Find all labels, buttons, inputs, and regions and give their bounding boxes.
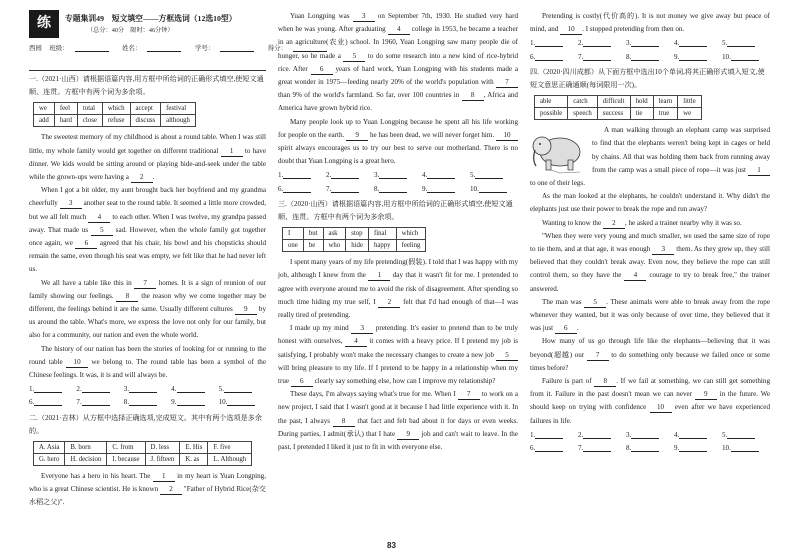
word-box-cell: total: [77, 103, 102, 115]
word-box-cell: we: [678, 108, 701, 120]
passage-paragraph: How many of us go through life like the elephants—believing that it was beyond(超越) our 7 to do something only because we failed once or some times before?: [530, 337, 770, 372]
passage-paragraph: When I got a bit older, my aunt brought back her boyfriend and my grandma cheerfully 3 another seat to the round table. It seemed a little more crowded, but we all felt much 4 to each other. When I was twelve, my grandpa passed away. That made us 5 sad. However, when the whole family got together once again, we 6 agreed that his chair, his bowl and his chopsticks should remain the same, even though his seat was empty, we felt like that he had never left us.: [29, 186, 266, 274]
word-box-cell: discuss: [130, 115, 161, 127]
answer-slot[interactable]: 8.: [626, 442, 674, 455]
answer-blank[interactable]: 10: [66, 358, 88, 368]
answer-blank[interactable]: 2: [160, 485, 182, 495]
answer-slot[interactable]: 4.: [171, 383, 218, 396]
word-box-cell: who: [323, 240, 346, 252]
word-box-cell: I. because: [107, 454, 145, 466]
answer-blank[interactable]: 5: [91, 226, 113, 236]
answer-slot[interactable]: 7.: [578, 442, 626, 455]
answer-slot[interactable]: 10.: [470, 183, 518, 196]
answer-slot[interactable]: 6.: [278, 183, 326, 196]
answer-slot[interactable]: 3.: [626, 37, 674, 50]
answer-slot[interactable]: 3.: [374, 169, 422, 182]
word-box-cell: E. His: [180, 442, 208, 454]
word-box-cell: tie: [630, 108, 653, 120]
answer-blank[interactable]: 10: [650, 403, 672, 413]
section4-answers[interactable]: [530, 429, 770, 455]
word-box-cell: J. fifteen: [145, 454, 180, 466]
passage-paragraph: We all have a table like this in 7 homes. It is a sign of reunion of our family showing our feelings. 8 the reason why we come together may be different, the feelings behind it are the same. Usually different cultures 9 by us around the table. What's more, we express the love not only for our family, but also for a community, our nation and even the whole world.: [29, 278, 266, 340]
answer-blank[interactable]: 10: [560, 25, 582, 35]
word-box-cell: possible: [535, 108, 568, 120]
answer-blank[interactable]: 5: [584, 298, 606, 308]
answer-blank[interactable]: 8: [594, 377, 616, 387]
answer-slot[interactable]: 3.: [626, 429, 674, 442]
answer-slot[interactable]: 7.: [76, 396, 123, 409]
logo: 练: [29, 10, 59, 38]
answer-blank[interactable]: 4: [388, 25, 410, 35]
word-box-cell: A. Asia: [34, 442, 65, 454]
passage-paragraph: "When they were very young and much smaller, we used the same size of rope to tie them, and at that age, it was enough 3 them. As they grew up, they still believed that they couldn't break away. Even now, they believe the rope can still control them, so they have the 4 courage to try to break free," the trainer answered.: [530, 231, 770, 293]
answer-slot[interactable]: 7.: [578, 51, 626, 64]
answer-slot[interactable]: 2.: [76, 383, 123, 396]
answer-blank[interactable]: 6: [555, 324, 577, 334]
word-box-cell: happy: [368, 240, 396, 252]
answer-blank[interactable]: 8: [116, 292, 138, 302]
answer-blank[interactable]: 2: [378, 298, 400, 308]
word-box-cell: ask: [323, 228, 346, 240]
word-box-cell: difficult: [597, 96, 630, 108]
answer-slot[interactable]: 6.: [530, 442, 578, 455]
word-box-cell: able: [535, 96, 568, 108]
class-label: 班级：: [49, 45, 114, 52]
answer-slot[interactable]: 1.: [29, 383, 76, 396]
section3-heading: 三.（2020·山西）请根据语篇内容,用方框中所给词的正确形式填空,使短文通顺、连贯。方框中有两个词为多余项。: [278, 199, 513, 222]
page-header: [29, 10, 287, 71]
passage-paragraph: I spent many years of my life pretending(假装). I told that I was happy with my job, although I knew from the 1 day that it wasn't fit for me. I pretended to agree with everyone around me to avoid the risk of disagreement. After spending so much time hiding my true self, I 2 felt that I'd had enough of that—I was really tired of pretending.: [278, 258, 519, 320]
column-left: [29, 10, 287, 510]
section1-word-box: [33, 102, 196, 127]
answer-blank[interactable]: 4: [345, 337, 367, 347]
page-subtitle: （总分：40分 限时：46分钟）: [87, 27, 174, 34]
section3-answers[interactable]: [530, 37, 770, 63]
word-box-cell: be: [303, 240, 323, 252]
word-box-cell: stop: [346, 228, 369, 240]
answer-blank[interactable]: 6: [291, 377, 313, 387]
passage-paragraph: Yuan Longping was 3 on September 7th, 1930. He studied very hard when he was young. After graduating 4 college in 1953, he became a teacher in an agriculture(农业) school. In 1960, Yuan Longping saw many people die of hunger, so he made a 5 to do some research into a new kind of rice-hybrid rice. After 6 years of hard work, Yuan Longping with his students made a great wonder in 1975—feeding nearly 20% of the world's population with 7 than 9% of the world's farmland. So far, over 100 countries in 8 , Africa and America have grown hybrid rice.: [278, 12, 518, 113]
word-box-cell: success: [597, 108, 630, 120]
word-box-cell: accept: [130, 103, 161, 115]
word-box-cell: feeling: [396, 240, 426, 252]
answer-blank[interactable]: 9: [397, 430, 419, 440]
answer-slot[interactable]: 6.: [29, 396, 76, 409]
passage-paragraph: Many people look up to Yuan Longping because he spent all his life working for people on the earth. 9 he has been dead, we will never forget him. 10 spirit always encourages us to try our best to serve our motherland. There is no doubt that Yuan Longping is a great hero.: [278, 117, 518, 166]
section1-heading: 一.（2021·山西）请根据语篇内容,用方框中所给词的正确形式填空,使短文通顺、连贯。方框中有两个词为多余项。: [29, 75, 264, 97]
answer-blank[interactable]: 1: [368, 271, 390, 281]
word-box-cell: catch: [568, 96, 598, 108]
word-box-cell: we: [34, 103, 55, 115]
score-label: 得分：: [268, 45, 333, 52]
section2-passage-cont: [278, 10, 518, 168]
word-box-cell: K. as: [180, 454, 208, 466]
answer-slot[interactable]: 6.: [530, 51, 578, 64]
word-box-cell: festival: [161, 103, 196, 115]
word-box-cell: H. decision: [65, 454, 107, 466]
word-box-cell: one: [283, 240, 304, 252]
passage-paragraph: The history of our nation has been the stories of looking for or running to the round table 10 we belong to. The round table has been a symbol of the Chinese feelings. It was, it is and will always be.: [29, 344, 266, 380]
word-box-cell: true: [653, 108, 678, 120]
passage-paragraph: The man was 5 . These animals were able to break away from the rope whenever they wanted, but it was only because of over time, they believed that it was just 6 .: [530, 297, 770, 333]
column-middle: [278, 10, 518, 454]
answer-blank[interactable]: 9: [346, 131, 368, 141]
answer-slot[interactable]: 8.: [124, 396, 171, 409]
answer-slot[interactable]: 9.: [171, 396, 218, 409]
answer-blank[interactable]: 1: [153, 472, 175, 482]
answer-blank[interactable]: 9: [695, 390, 717, 400]
answer-slot[interactable]: 10.: [722, 442, 770, 455]
word-box-cell: G. hero: [34, 454, 65, 466]
answer-slot[interactable]: 9.: [674, 442, 722, 455]
answer-slot[interactable]: 3.: [124, 383, 171, 396]
answer-blank[interactable]: 2: [131, 173, 153, 183]
answer-blank[interactable]: 2: [603, 219, 625, 229]
passage-paragraph: These days, I'm always saying what's true for me. When I 7 to work on a new project, I said that I wasn't good at it because I had little experience with it. In the past, I always 8 that fact and felt bad about it for days or even weeks. During parties, I admit(承认) that I hate 9 job and can't wait to leave. In the past, I pretended I liked it just to fit in with everyone else.: [278, 390, 519, 452]
answer-blank[interactable]: 4: [88, 213, 110, 223]
passage-paragraph: Wanting to know the 2 , he asked a trainer nearby why it was so.: [542, 218, 742, 227]
section2-option-box: [33, 441, 252, 466]
passage-paragraph: I made up my mind 3 pretending. It's easier to pretend than to be truly honest with ourselves, 4 it comes with a heavy price. If I pretend my job is satisfying, I probably won't make the necessary changes to create a new job 5 will bring pleasure to my life. If I pretend to be happy in a relationship when my true 6 clearly say something else, how can I improve my relationship?: [278, 324, 518, 386]
section1-passage: [29, 131, 266, 382]
word-box-cell: refuse: [102, 115, 130, 127]
word-box-cell: which: [396, 228, 426, 240]
answer-blank[interactable]: 7: [458, 390, 480, 400]
word-box-cell: close: [77, 115, 102, 127]
word-box-cell: D. less: [145, 442, 180, 454]
column-right: [530, 10, 770, 456]
elephant-illustration: [530, 126, 588, 176]
word-box-cell: L. Although: [208, 454, 252, 466]
answer-blank[interactable]: 10: [496, 131, 518, 141]
answer-slot[interactable]: 1.: [278, 169, 326, 182]
word-box-cell: F. five: [208, 442, 252, 454]
answer-blank[interactable]: 6: [75, 239, 97, 249]
answer-slot[interactable]: 2.: [578, 37, 626, 50]
passage-paragraph: Everyone has a hero in his heart. The 1 in my heart is Yuan Longping, who is a great Chinese scientist. He is known 2 "Father of Hybrid Rice(杂交水稻之父)".: [29, 472, 266, 507]
word-box-cell: hold: [630, 96, 653, 108]
page-title: 专题集训49 短文填空——方框选词（12选10型）: [65, 14, 237, 23]
answer-slot[interactable]: 8.: [374, 183, 422, 196]
answer-slot[interactable]: 5.: [219, 383, 266, 396]
answer-blank[interactable]: 3: [353, 12, 375, 22]
answer-slot[interactable]: 1.: [530, 429, 578, 442]
answer-slot[interactable]: 4.: [422, 169, 470, 182]
answer-blank[interactable]: 1: [748, 166, 770, 176]
answer-blank[interactable]: 1: [221, 147, 243, 157]
id-label: 学号：: [195, 45, 260, 52]
word-box-cell: but: [303, 228, 323, 240]
answer-blank[interactable]: 8: [333, 417, 355, 427]
section1-answers[interactable]: [29, 383, 266, 409]
passage-paragraph: Failure is part of 8 . If we fail at something, we can still get something from it. Failure in the past doesn't mean we can never 9 in the future. We should keep on trying with confidence 10 even after we have experienced failures in life.: [530, 377, 770, 425]
answer-slot[interactable]: 9.: [674, 51, 722, 64]
answer-blank[interactable]: 8: [462, 91, 484, 101]
word-box-cell: little: [678, 96, 701, 108]
answer-slot[interactable]: 5.: [722, 429, 770, 442]
answer-slot[interactable]: 2.: [578, 429, 626, 442]
word-box-cell: add: [34, 115, 55, 127]
section2-answers[interactable]: [278, 169, 518, 195]
word-box-cell: hide: [346, 240, 369, 252]
answer-blank[interactable]: 3: [652, 245, 674, 255]
answer-slot[interactable]: 1.: [530, 37, 578, 50]
brand-label: 西园: [29, 45, 42, 52]
answer-blank[interactable]: 7: [496, 78, 518, 88]
name-label: 姓名：: [122, 45, 187, 52]
word-box-cell: I: [283, 228, 304, 240]
section4-heading: 四.（2020·四川成都）从下面方框中选出10个单词,将其正确形式填入短文,使短文意思正确通顺(每词限用一次)。: [530, 67, 765, 90]
passage-paragraph: A man walking through an elephant camp was surprised to find that the elephants weren't being kept in cages or held by chains. All that was holding them back from running away from the camp was a small piece of rope—it was just 1 to one of their legs.: [530, 126, 770, 188]
word-box-cell: C. from: [107, 442, 145, 454]
answer-blank[interactable]: 9: [235, 305, 257, 315]
answer-slot[interactable]: 4.: [674, 429, 722, 442]
word-box-cell: speech: [568, 108, 598, 120]
answer-slot[interactable]: 10.: [722, 51, 770, 64]
word-box-cell: feel: [54, 103, 77, 115]
answer-slot[interactable]: 5.: [470, 169, 518, 182]
answer-blank[interactable]: 6: [311, 65, 333, 75]
answer-blank[interactable]: 5: [343, 52, 365, 62]
word-box-cell: final: [368, 228, 396, 240]
section2-passage-start: [29, 470, 266, 510]
page-number: 83: [387, 541, 396, 550]
word-box-cell: although: [161, 115, 196, 127]
answer-slot[interactable]: 4.: [674, 37, 722, 50]
answer-slot[interactable]: 9.: [422, 183, 470, 196]
section4-word-box: [534, 95, 702, 120]
answer-slot[interactable]: 5.: [722, 37, 770, 50]
answer-blank[interactable]: 3: [351, 324, 373, 334]
section3-word-box: [282, 227, 426, 252]
word-box-cell: B. born: [65, 442, 107, 454]
passage-paragraph: Pretending is costly(代价高的). It is not money we give away but peace of mind, and 10 . I stopped pretending from then on.: [530, 12, 770, 34]
answer-blank[interactable]: 3: [60, 199, 82, 209]
answer-slot[interactable]: 8.: [626, 51, 674, 64]
answer-blank[interactable]: 4: [624, 271, 646, 281]
passage-paragraph: As the man looked at the elephants, he couldn't understand it. Why didn't the elephants just use their power to break the rope and run away?: [530, 192, 770, 214]
answer-slot[interactable]: 7.: [326, 183, 374, 196]
section3-passage-end: [530, 10, 770, 36]
word-box-cell: learn: [653, 96, 678, 108]
section2-heading: 二.（2021·吉林）从方框中选择正确选项,完成短文。其中有两个选项是多余的。: [29, 413, 262, 435]
answer-blank[interactable]: 7: [587, 351, 609, 361]
answer-blank[interactable]: 5: [496, 351, 518, 361]
passage-paragraph: The sweetest memory of my childhood is about a round table. When I was still little, my whole family would get together on different traditional 1 to have dinner. We kids would be sitting around or playing hide-and-seek under the table while the grown-ups were having a 2 .: [29, 133, 266, 182]
answer-blank[interactable]: 7: [134, 279, 156, 289]
section3-passage: [278, 256, 518, 454]
answer-slot[interactable]: 10.: [219, 396, 266, 409]
word-box-cell: which: [102, 103, 130, 115]
answer-slot[interactable]: 2.: [326, 169, 374, 182]
word-box-cell: hard: [54, 115, 77, 127]
